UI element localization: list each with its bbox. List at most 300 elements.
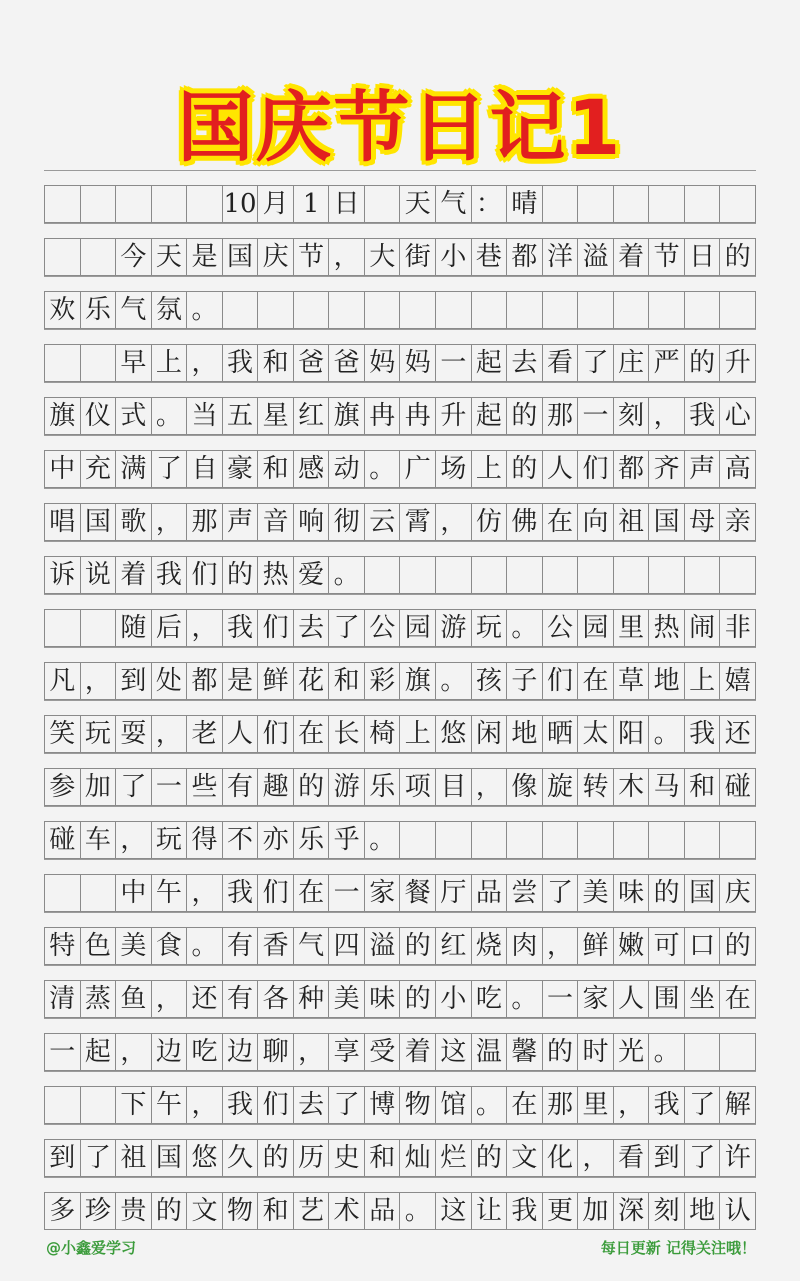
grid-cell: 肉 (507, 928, 543, 964)
grid-cell: 烂 (436, 1140, 472, 1176)
grid-row-spacer (44, 594, 756, 609)
grid-cell: 的 (258, 1140, 294, 1176)
grid-cell: 气 (294, 928, 330, 964)
grid-cell (400, 557, 436, 593)
grid-cell: 随 (116, 610, 152, 646)
grid-cell: 玩 (152, 822, 188, 858)
grid-cell: 都 (507, 239, 543, 275)
grid-cell: 欢 (45, 292, 81, 328)
grid-row-spacer (44, 541, 756, 556)
grid-cell: 爸 (294, 345, 330, 381)
grid-cell: 温 (472, 1034, 508, 1070)
grid-cell (614, 186, 650, 222)
grid-cell: 有 (223, 928, 259, 964)
grid-cell (365, 186, 401, 222)
grid-cell (543, 292, 579, 328)
grid-cell: ， (543, 928, 579, 964)
grid-cell: 歌 (116, 504, 152, 540)
grid-cell (187, 186, 223, 222)
grid-cell (365, 557, 401, 593)
grid-cell: 我 (223, 1087, 259, 1123)
grid-cell: 10 (223, 186, 259, 222)
grid-cell: 术 (329, 1193, 365, 1229)
grid-cell: 去 (507, 345, 543, 381)
grid-cell: 满 (116, 451, 152, 487)
grid-cell: 和 (258, 451, 294, 487)
grid-cell: 上 (472, 451, 508, 487)
grid-cell: 今 (116, 239, 152, 275)
grid-cell: 红 (294, 398, 330, 434)
grid-row (44, 185, 756, 223)
author-handle: @小鑫爱学习 (46, 1239, 137, 1257)
grid-cell: 佛 (507, 504, 543, 540)
grid-row (44, 1086, 756, 1124)
grid-cell: 。 (649, 716, 685, 752)
grid-cell: 悠 (187, 1140, 223, 1176)
grid-cell (45, 186, 81, 222)
grid-cell: ， (187, 875, 223, 911)
grid-cell: 的 (507, 451, 543, 487)
grid-cell: 大 (365, 239, 401, 275)
grid-row-spacer (44, 1124, 756, 1139)
grid-cell: 去 (294, 1087, 330, 1123)
grid-cell: 自 (187, 451, 223, 487)
grid-cell (116, 186, 152, 222)
grid-cell: 的 (649, 875, 685, 911)
grid-cell: 着 (614, 239, 650, 275)
grid-cell: ， (81, 663, 117, 699)
grid-cell: 场 (436, 451, 472, 487)
grid-cell: 升 (436, 398, 472, 434)
grid-cell: 充 (81, 451, 117, 487)
grid-row (44, 768, 756, 806)
grid-row-spacer (44, 276, 756, 291)
grid-cell: 品 (472, 875, 508, 911)
grid-cell: 们 (258, 610, 294, 646)
grid-cell: 玩 (472, 610, 508, 646)
grid-cell: 围 (649, 981, 685, 1017)
grid-cell (685, 292, 721, 328)
grid-cell (81, 610, 117, 646)
grid-cell: 深 (614, 1193, 650, 1229)
grid-cell (436, 292, 472, 328)
grid-cell (685, 186, 721, 222)
grid-cell: ， (649, 398, 685, 434)
grid-cell: ， (472, 769, 508, 805)
grid-cell: 公 (543, 610, 579, 646)
grid-cell: 国 (81, 504, 117, 540)
grid-cell: 这 (436, 1034, 472, 1070)
grid-cell: 加 (81, 769, 117, 805)
grid-cell (81, 186, 117, 222)
grid-cell: 烧 (472, 928, 508, 964)
grid-cell: ， (614, 1087, 650, 1123)
grid-cell: 爱 (294, 557, 330, 593)
grid-cell: 游 (436, 610, 472, 646)
grid-cell: 天 (152, 239, 188, 275)
grid-row (44, 450, 756, 488)
grid-row (44, 1139, 756, 1177)
grid-cell: 晒 (543, 716, 579, 752)
grid-cell: 坐 (685, 981, 721, 1017)
grid-row-spacer (44, 1018, 756, 1033)
grid-cell: 声 (223, 504, 259, 540)
grid-row-spacer (44, 382, 756, 397)
grid-cell: 的 (472, 1140, 508, 1176)
grid-cell: 星 (258, 398, 294, 434)
grid-cell: 一 (436, 345, 472, 381)
grid-cell: 。 (649, 1034, 685, 1070)
grid-cell: 嫩 (614, 928, 650, 964)
grid-cell: 园 (400, 610, 436, 646)
grid-cell: 气 (116, 292, 152, 328)
grid-cell: 和 (685, 769, 721, 805)
grid-cell: 化 (543, 1140, 579, 1176)
grid-row-spacer (44, 806, 756, 821)
grid-cell: 长 (329, 716, 365, 752)
grid-row (44, 344, 756, 382)
grid-cell (720, 557, 756, 593)
grid-cell (507, 822, 543, 858)
grid-cell (45, 875, 81, 911)
grid-cell (543, 822, 579, 858)
grid-cell: 车 (81, 822, 117, 858)
grid-cell: 看 (614, 1140, 650, 1176)
grid-cell: 日 (685, 239, 721, 275)
grid-cell: 。 (507, 610, 543, 646)
grid-row-spacer (44, 912, 756, 927)
grid-cell: 馨 (507, 1034, 543, 1070)
grid-cell: 有 (223, 981, 259, 1017)
grid-cell: 闲 (472, 716, 508, 752)
grid-cell: ， (116, 1034, 152, 1070)
grid-cell: 园 (578, 610, 614, 646)
grid-cell: 的 (720, 239, 756, 275)
grid-cell: 物 (223, 1193, 259, 1229)
grid-cell (152, 186, 188, 222)
grid-cell: 和 (258, 1193, 294, 1229)
grid-cell: 有 (223, 769, 259, 805)
grid-cell: 着 (116, 557, 152, 593)
grid-cell: 让 (472, 1193, 508, 1229)
grid-cell (614, 557, 650, 593)
grid-cell: 里 (578, 1087, 614, 1123)
grid-cell: 味 (365, 981, 401, 1017)
grid-cell: 到 (116, 663, 152, 699)
grid-cell: 边 (152, 1034, 188, 1070)
grid-cell: 气 (436, 186, 472, 222)
grid-cell: 上 (685, 663, 721, 699)
grid-cell: 博 (365, 1087, 401, 1123)
grid-cell: 一 (152, 769, 188, 805)
grid-cell: 更 (543, 1193, 579, 1229)
grid-cell: 1 (294, 186, 330, 222)
grid-cell (543, 557, 579, 593)
grid-row-spacer (44, 435, 756, 450)
grid-row-spacer (44, 170, 756, 185)
grid-cell: 洋 (543, 239, 579, 275)
grid-cell: ， (294, 1034, 330, 1070)
grid-cell (685, 1034, 721, 1070)
grid-cell: 起 (472, 398, 508, 434)
grid-cell: 目 (436, 769, 472, 805)
grid-cell: 。 (365, 822, 401, 858)
grid-cell: 地 (649, 663, 685, 699)
grid-cell: 起 (472, 345, 508, 381)
grid-cell (720, 292, 756, 328)
grid-cell: 了 (116, 769, 152, 805)
grid-cell (329, 292, 365, 328)
grid-cell: 到 (649, 1140, 685, 1176)
grid-cell: 妈 (400, 345, 436, 381)
grid-cell: ， (152, 504, 188, 540)
grid-cell: 天 (400, 186, 436, 222)
grid-cell: 刻 (649, 1193, 685, 1229)
grid-cell: 了 (685, 1087, 721, 1123)
grid-cell: 是 (223, 663, 259, 699)
grid-cell: 刻 (614, 398, 650, 434)
grid-cell: 时 (578, 1034, 614, 1070)
grid-cell: 特 (45, 928, 81, 964)
grid-cell: 我 (152, 557, 188, 593)
grid-cell: 不 (223, 822, 259, 858)
grid-cell: 种 (294, 981, 330, 1017)
grid-cell: 耍 (116, 716, 152, 752)
grid-cell (294, 292, 330, 328)
grid-cell: 诉 (45, 557, 81, 593)
grid-cell: 地 (507, 716, 543, 752)
grid-cell (45, 610, 81, 646)
grid-cell: 都 (187, 663, 223, 699)
grid-cell (45, 345, 81, 381)
grid-cell (81, 1087, 117, 1123)
grid-row (44, 609, 756, 647)
grid-cell: 了 (685, 1140, 721, 1176)
grid-cell (472, 292, 508, 328)
grid-cell: 的 (152, 1193, 188, 1229)
grid-cell: 着 (400, 1034, 436, 1070)
grid-cell: 那 (543, 398, 579, 434)
grid-cell: 家 (578, 981, 614, 1017)
grid-cell: 。 (365, 451, 401, 487)
grid-cell: 乐 (81, 292, 117, 328)
grid-cell: 解 (720, 1087, 756, 1123)
grid-cell: 我 (223, 610, 259, 646)
grid-cell: 氛 (152, 292, 188, 328)
grid-cell: 去 (294, 610, 330, 646)
grid-cell: 动 (329, 451, 365, 487)
grid-cell: 热 (649, 610, 685, 646)
grid-cell: 小 (436, 239, 472, 275)
grid-cell: 广 (400, 451, 436, 487)
grid-cell (614, 822, 650, 858)
grid-cell: 那 (187, 504, 223, 540)
grid-cell: 了 (329, 1087, 365, 1123)
grid-cell: 的 (720, 928, 756, 964)
grid-cell: 严 (649, 345, 685, 381)
grid-cell: 文 (507, 1140, 543, 1176)
grid-cell (400, 822, 436, 858)
grid-cell: 都 (614, 451, 650, 487)
grid-cell: 处 (152, 663, 188, 699)
grid-cell: 四 (329, 928, 365, 964)
grid-cell (81, 875, 117, 911)
grid-cell: 下 (116, 1087, 152, 1123)
grid-cell: 旗 (45, 398, 81, 434)
grid-cell: 餐 (400, 875, 436, 911)
grid-cell: 史 (329, 1140, 365, 1176)
grid-cell: 口 (685, 928, 721, 964)
grid-cell: 那 (543, 1087, 579, 1123)
grid-cell: 祖 (116, 1140, 152, 1176)
grid-cell: 式 (116, 398, 152, 434)
grid-cell: 和 (258, 345, 294, 381)
grid-cell: 地 (685, 1193, 721, 1229)
grid-cell (649, 186, 685, 222)
grid-cell: 国 (223, 239, 259, 275)
grid-cell: 些 (187, 769, 223, 805)
grid-cell: 在 (720, 981, 756, 1017)
grid-cell: 在 (294, 716, 330, 752)
grid-cell: 我 (223, 875, 259, 911)
grid-row (44, 927, 756, 965)
grid-cell: 乐 (365, 769, 401, 805)
grid-cell: 亦 (258, 822, 294, 858)
grid-cell (649, 557, 685, 593)
grid-row-spacer (44, 647, 756, 662)
grid-cell (685, 557, 721, 593)
grid-cell: 享 (329, 1034, 365, 1070)
grid-cell: 香 (258, 928, 294, 964)
grid-cell (45, 239, 81, 275)
grid-cell: 节 (294, 239, 330, 275)
grid-cell: 爸 (329, 345, 365, 381)
grid-cell (507, 292, 543, 328)
grid-cell: 花 (294, 663, 330, 699)
grid-cell: 感 (294, 451, 330, 487)
grid-cell: 祖 (614, 504, 650, 540)
grid-cell: 。 (187, 928, 223, 964)
grid-cell: 。 (152, 398, 188, 434)
grid-cell: 乐 (294, 822, 330, 858)
grid-row (44, 556, 756, 594)
page-title: 国庆节日记1 (177, 83, 623, 172)
grid-cell: 中 (116, 875, 152, 911)
grid-row-spacer (44, 1177, 756, 1192)
grid-cell: 和 (329, 663, 365, 699)
grid-cell: 们 (258, 875, 294, 911)
grid-cell (649, 822, 685, 858)
grid-cell: 这 (436, 1193, 472, 1229)
grid-cell: 溢 (365, 928, 401, 964)
grid-row (44, 397, 756, 435)
grid-cell (720, 1034, 756, 1070)
grid-cell: 转 (578, 769, 614, 805)
grid-cell: 厅 (436, 875, 472, 911)
grid-cell: 色 (81, 928, 117, 964)
grid-cell: 国 (685, 875, 721, 911)
grid-cell: 鲜 (578, 928, 614, 964)
grid-row-spacer (44, 859, 756, 874)
grid-cell: 响 (294, 504, 330, 540)
grid-cell: 食 (152, 928, 188, 964)
grid-cell (578, 186, 614, 222)
grid-cell: 游 (329, 769, 365, 805)
grid-cell: 。 (436, 663, 472, 699)
grid-cell: 文 (187, 1193, 223, 1229)
grid-cell: 的 (543, 1034, 579, 1070)
grid-cell: 馆 (436, 1087, 472, 1123)
writing-grid (44, 170, 756, 1230)
grid-cell: 乎 (329, 822, 365, 858)
grid-cell (400, 292, 436, 328)
grid-cell: 们 (187, 557, 223, 593)
grid-cell: 冉 (400, 398, 436, 434)
grid-cell: 我 (649, 1087, 685, 1123)
grid-cell: 一 (578, 398, 614, 434)
grid-row (44, 503, 756, 541)
grid-cell: 闹 (685, 610, 721, 646)
grid-cell: 。 (472, 1087, 508, 1123)
grid-cell: 美 (116, 928, 152, 964)
grid-cell: 马 (649, 769, 685, 805)
grid-cell: 音 (258, 504, 294, 540)
grid-cell: 声 (685, 451, 721, 487)
grid-cell (649, 292, 685, 328)
grid-cell: 一 (329, 875, 365, 911)
grid-cell: ： (472, 186, 508, 222)
grid-cell: 们 (258, 716, 294, 752)
grid-cell: 。 (187, 292, 223, 328)
follow-reminder: 每日更新 记得关注哦！ (600, 1239, 756, 1257)
grid-cell: 还 (187, 981, 223, 1017)
grid-cell: 可 (649, 928, 685, 964)
grid-cell: 一 (543, 981, 579, 1017)
grid-row-spacer (44, 753, 756, 768)
grid-row (44, 874, 756, 912)
grid-cell (436, 822, 472, 858)
grid-cell: 五 (223, 398, 259, 434)
grid-cell: 仪 (81, 398, 117, 434)
grid-cell: 上 (400, 716, 436, 752)
grid-cell: 鲜 (258, 663, 294, 699)
grid-cell: 的 (223, 557, 259, 593)
grid-cell: ， (187, 1087, 223, 1123)
grid-row (44, 291, 756, 329)
grid-cell: 还 (720, 716, 756, 752)
grid-cell: 红 (436, 928, 472, 964)
grid-cell: 。 (329, 557, 365, 593)
grid-cell: 庆 (258, 239, 294, 275)
grid-cell: 升 (720, 345, 756, 381)
grid-cell: 我 (685, 398, 721, 434)
grid-cell: 老 (187, 716, 223, 752)
grid-row (44, 238, 756, 276)
grid-cell: 在 (543, 504, 579, 540)
grid-cell: 孩 (472, 663, 508, 699)
grid-cell: 早 (116, 345, 152, 381)
grid-cell: 看 (543, 345, 579, 381)
grid-cell: 旗 (329, 398, 365, 434)
grid-row (44, 1192, 756, 1230)
grid-cell: 美 (329, 981, 365, 1017)
grid-cell (81, 345, 117, 381)
grid-cell: 趣 (258, 769, 294, 805)
grid-cell: 参 (45, 769, 81, 805)
grid-cell: 味 (614, 875, 650, 911)
grid-cell (472, 557, 508, 593)
grid-cell: 悠 (436, 716, 472, 752)
